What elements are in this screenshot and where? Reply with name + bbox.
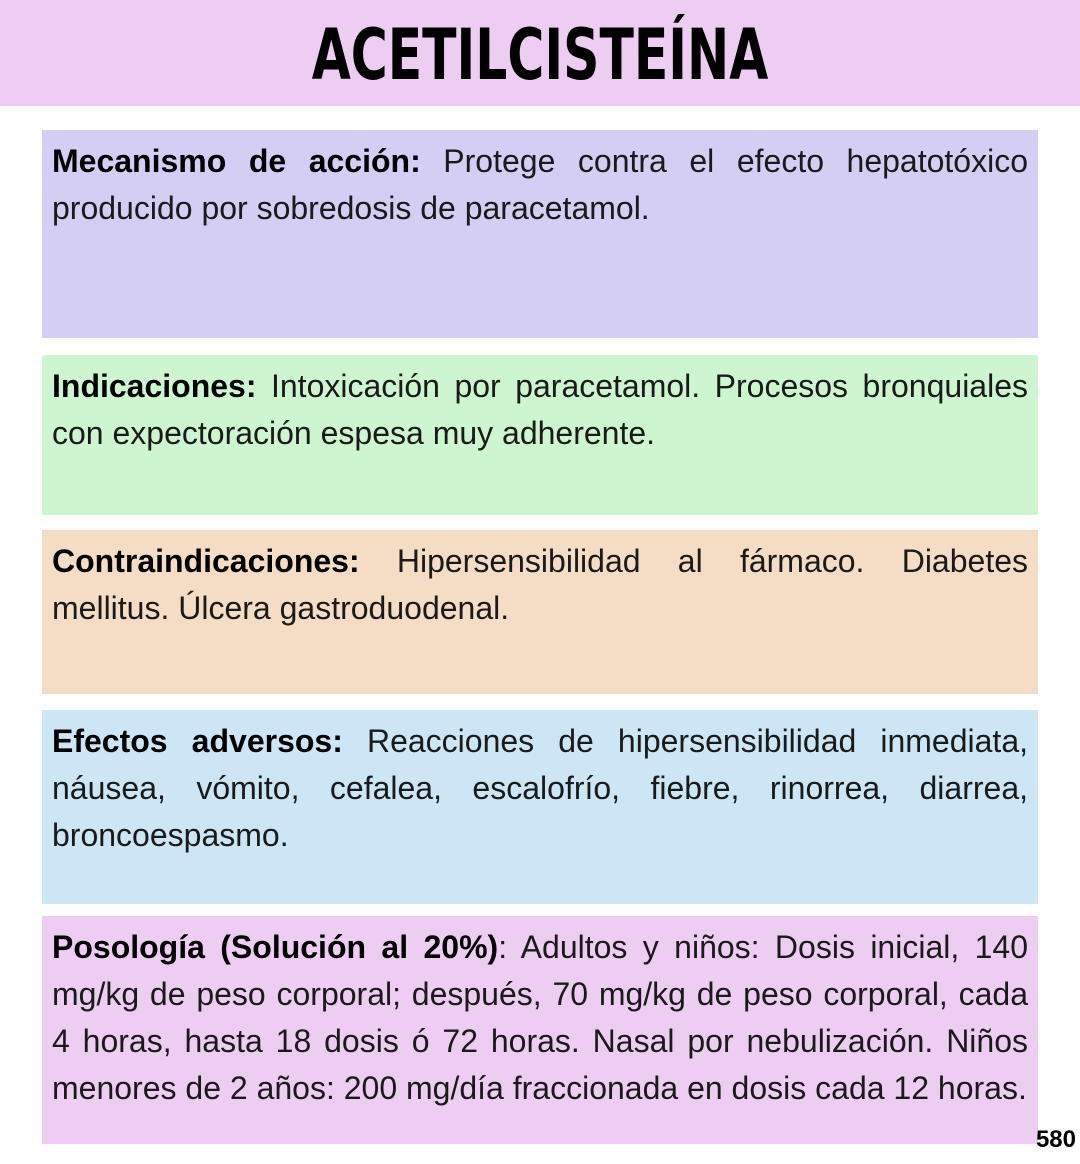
section-mechanism xyxy=(42,130,1038,338)
section-indications-text xyxy=(52,363,1028,457)
section-adverse-effects-text xyxy=(52,718,1028,859)
section-dosage-text xyxy=(52,924,1028,1112)
section-label: Mecanismo de acción: xyxy=(52,143,421,179)
section-contraindications-text xyxy=(52,538,1028,632)
section-label: Indicaciones: xyxy=(52,368,257,404)
section-dosage xyxy=(42,916,1038,1144)
title-banner xyxy=(0,0,1080,106)
section-indications xyxy=(42,355,1038,515)
section-mechanism-text xyxy=(52,138,1028,232)
section-label: Posología (Solución al 20%) xyxy=(52,929,499,965)
section-contraindications xyxy=(42,530,1038,694)
page-number: 580 xyxy=(1035,1126,1076,1153)
section-label: Contraindicaciones: xyxy=(52,543,360,579)
section-body: : Adultos y niños: Dosis inicial, 140 mg/kg de peso corporal; después, 70 mg/kg de peso corporal, cada 4 horas, hasta 18 dosis ó 72 horas. Nasal por nebulización. Niños menores de 2 años: 200 mg/día fraccionada en dosis cada 12 horas. xyxy=(52,929,1029,1106)
page-title: ACETILCISTEÍNA xyxy=(311,14,769,96)
section-body: Protege contra el efecto hepatotóxico producido por sobredosis de paracetamol. xyxy=(52,143,1029,226)
section-body: Reacciones de hipersensibilidad inmediata, náusea, vómito, cefalea, escalofrío, fiebre, rinorrea, diarrea, broncoespasmo. xyxy=(52,723,1029,853)
section-body: Hipersensibilidad al fármaco. Diabetes mellitus. Úlcera gastroduodenal. xyxy=(52,543,1028,626)
section-adverse-effects xyxy=(42,710,1038,904)
section-body: Intoxicación por paracetamol. Procesos bronquiales con expectoración espesa muy adherente. xyxy=(52,368,1028,451)
section-label: Efectos adversos: xyxy=(52,723,343,759)
